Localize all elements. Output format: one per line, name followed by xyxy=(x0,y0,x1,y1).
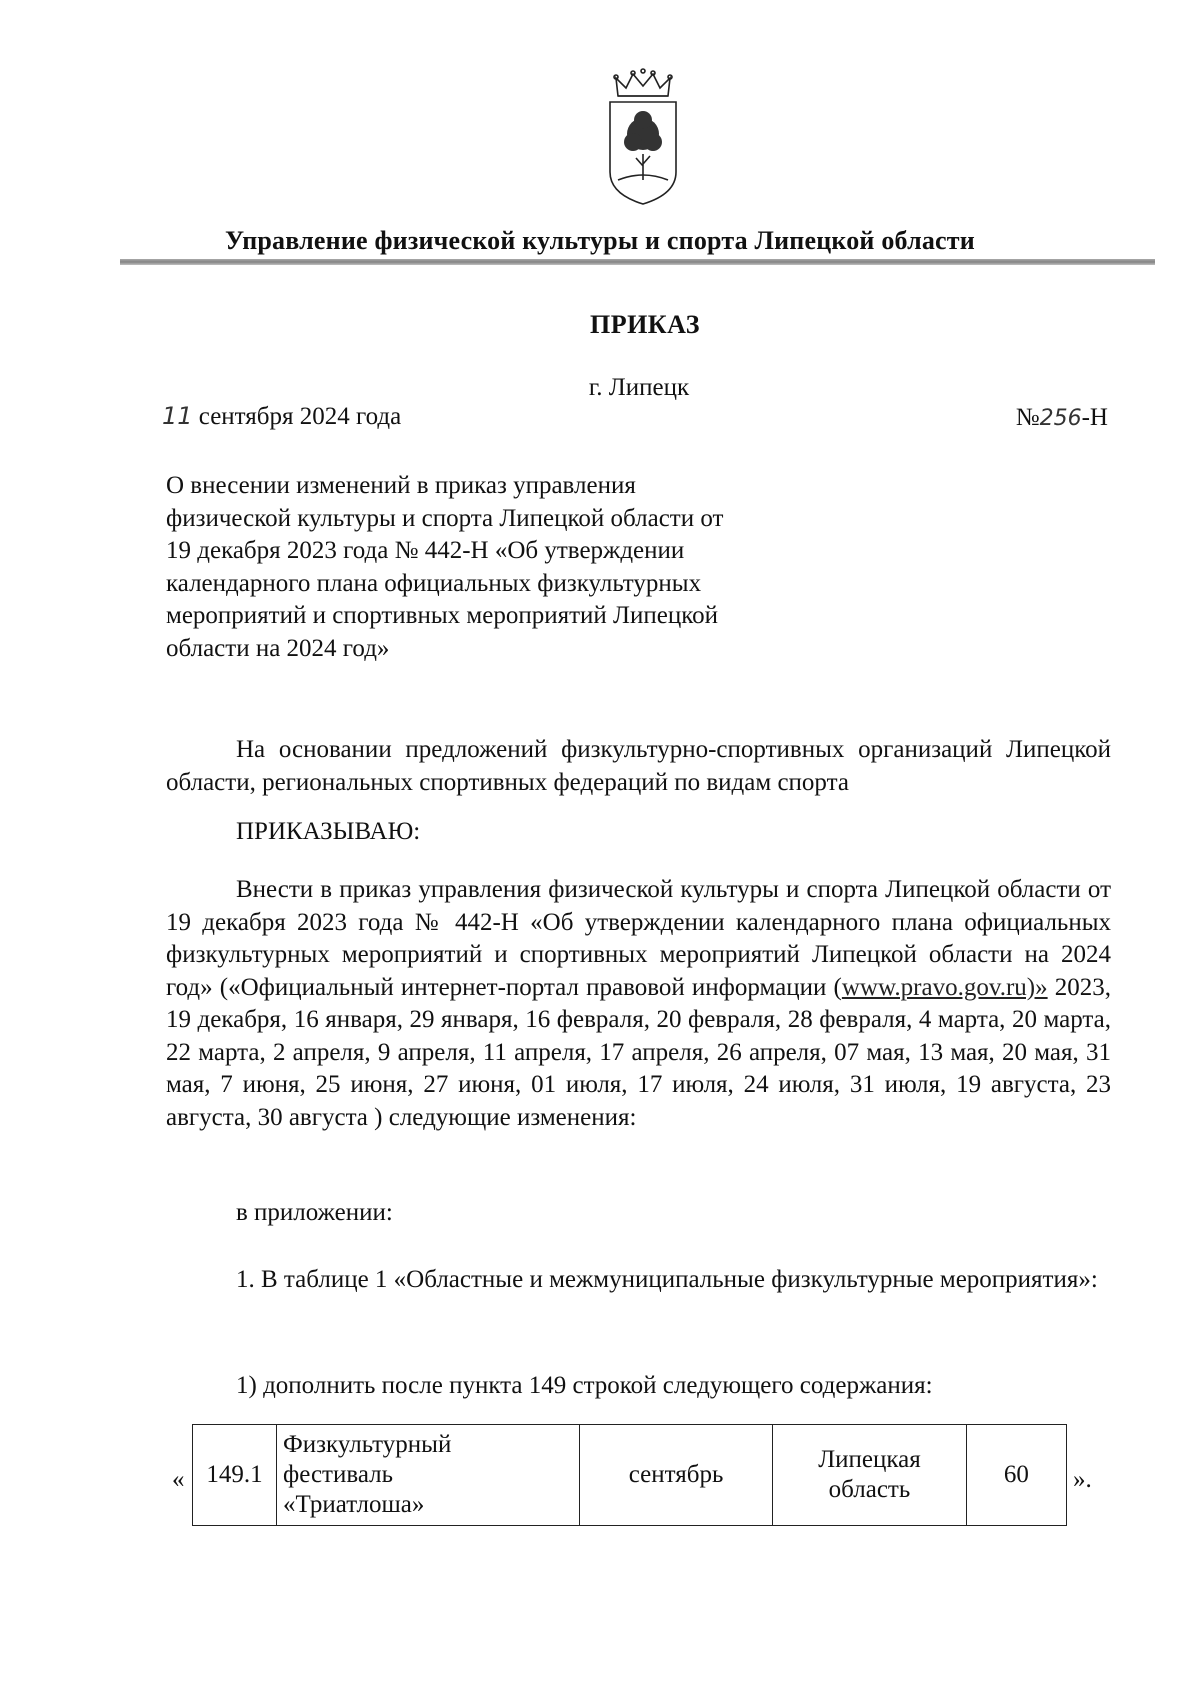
amendment-table xyxy=(192,1424,1067,1526)
organization-title: Управление физической культуры и спорта Липецкой области xyxy=(225,226,975,255)
document-number xyxy=(1016,404,1108,432)
item-1-text: 1. В таблице 1 «Областные и межмуниципальные физкультурные мероприятия»: xyxy=(236,1266,1098,1293)
header-divider xyxy=(120,259,1155,265)
table-row xyxy=(193,1425,1067,1526)
document-type: ПРИКАЗ xyxy=(589,310,701,339)
place-line: Липецкая xyxy=(818,1446,921,1473)
cell-participants: 60 xyxy=(966,1425,1066,1526)
main-text-start: Внести в приказ управления физической культуры и спорта Липецкой области от 19 декабря 2023 года № 442-Н «Об утверждении календарного плана официальных физкультурных мероприятий и спортивных мероприятий Липецкой области на 2024 год» («Официальный интернет-портал правовой информации ( xyxy=(166,876,1111,1001)
event-name-line: Физкультурный xyxy=(283,1431,452,1458)
cell-number: 149.1 xyxy=(193,1425,277,1526)
basis-text: На основании предложений физкультурно-спортивных организаций Липецкой области, региональных спортивных федераций по видам спорта xyxy=(166,736,1111,796)
table-close-quote: ». xyxy=(1073,1466,1092,1493)
basis-paragraph xyxy=(166,734,1111,799)
appendix-label: в приложении: xyxy=(236,1199,393,1226)
handwritten-day: 11 xyxy=(162,402,193,430)
document-city: г. Липецк xyxy=(588,374,690,401)
table-open-quote: « xyxy=(172,1466,185,1493)
document-date xyxy=(162,402,401,431)
order-word: ПРИКАЗЫВАЮ: xyxy=(236,818,421,845)
cell-place xyxy=(773,1425,966,1526)
event-name-line: «Триатлоша» xyxy=(283,1491,425,1518)
cell-month: сентябрь xyxy=(579,1425,772,1526)
number-suffix: -Н xyxy=(1081,404,1108,431)
pravo-portal-link[interactable]: www.pravo.gov.ru)» xyxy=(841,973,1048,1001)
subitem-1-text: 1) дополнить после пункта 149 строкой следующего содержания: xyxy=(236,1372,933,1399)
date-month-year: сентября 2024 года xyxy=(198,403,402,430)
document-subject: О внесении изменений в приказ управления физической культуры и спорта Липецкой области от 19 декабря 2023 года № 442-Н «Об утверждении календарного плана официальных физкультурных мероприятий и спортивных мероприятий Липецкой области на 2024 год» xyxy=(166,472,724,662)
main-paragraph xyxy=(166,874,1111,1134)
place-line: область xyxy=(828,1476,911,1503)
coat-of-arms-emblem xyxy=(600,68,686,208)
number-prefix: № xyxy=(1015,404,1040,431)
event-name-line: фестиваль xyxy=(283,1461,394,1488)
cell-event-name xyxy=(277,1425,580,1526)
main-text-end: 2023, 19 декабря, 16 января, 29 января, 16 февраля, 20 февраля, 28 февраля, 4 марта, 20 марта, 22 марта, 2 апреля, 9 апреля, 11 апреля, 17 апреля, 26 апреля, 07 мая, 13 мая, 20 мая, 31 мая, 7 июня, 25 июня, 27 июня, 01 июля, 17 июля, 24 июля, 31 июля, 19 августа, 23 августа, 30 августа ) следующие изменения: xyxy=(166,973,1112,1131)
item-1-paragraph xyxy=(166,1264,1111,1297)
handwritten-number: 256 xyxy=(1039,406,1082,431)
